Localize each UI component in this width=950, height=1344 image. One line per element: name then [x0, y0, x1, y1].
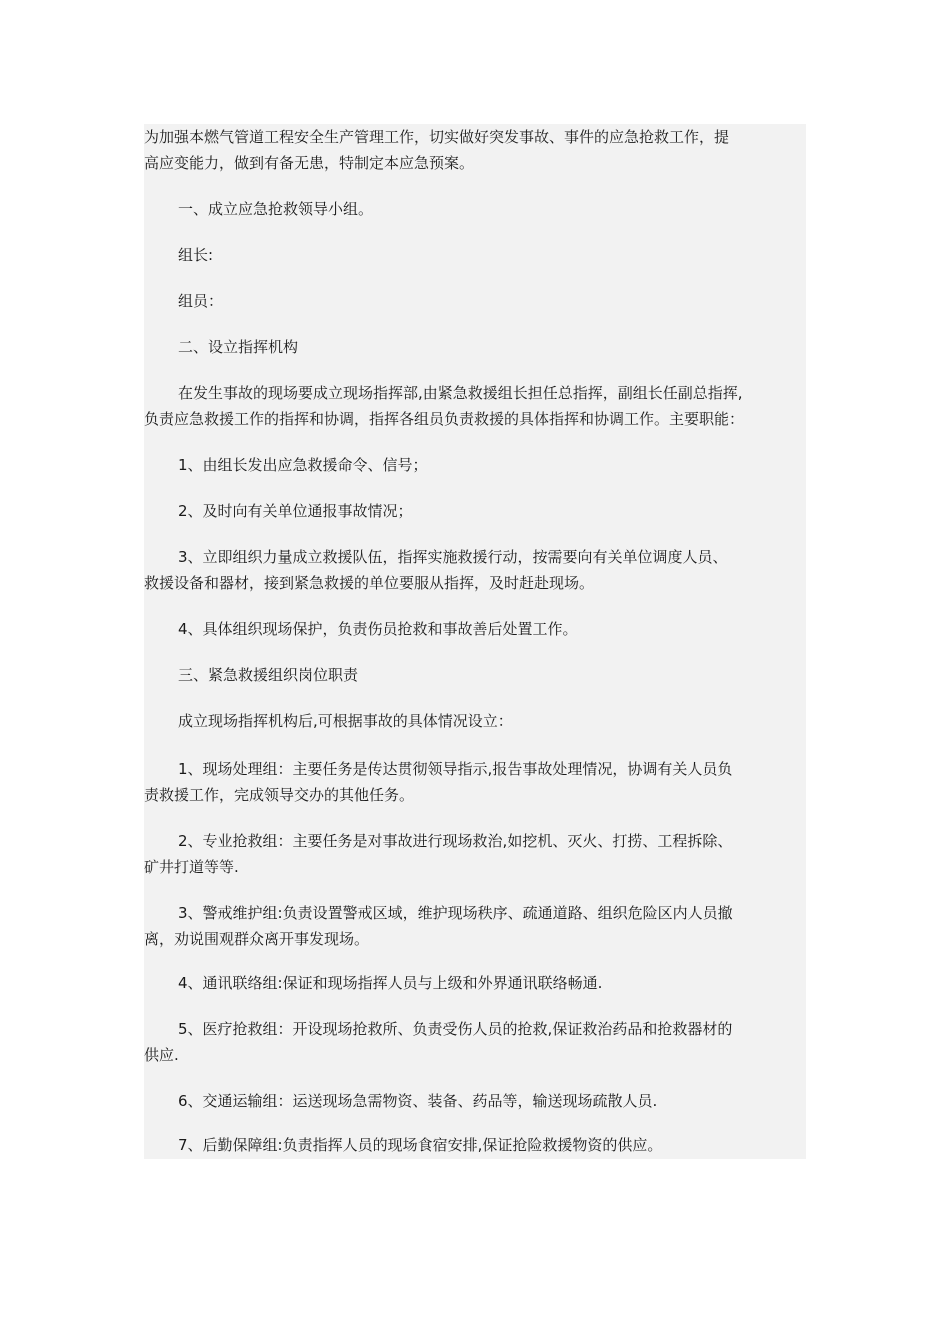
group2-line-1: 2、专业抢救组：主要任务是对事故进行现场救治,如挖机、灭火、打捞、工程拆除、 — [178, 832, 733, 850]
duty3-line-2: 救援设备和器材，接到紧急救援的单位要服从指挥，及时赶赴现场。 — [144, 574, 595, 592]
intro-paragraph — [144, 124, 806, 176]
group1-line-2: 责救援工作，完成领导交办的其他任务。 — [144, 786, 415, 804]
section2-heading: 二、设立指挥机构 — [178, 338, 299, 356]
section3-heading: 三、紧急救援组织岗位职责 — [178, 666, 359, 684]
section1-heading: 一、成立应急抢救领导小组。 — [178, 200, 374, 218]
group2-line-2: 矿井打道等等. — [144, 858, 239, 876]
leader-line: 组长: — [178, 246, 214, 264]
group5-line-2: 供应. — [144, 1046, 179, 1064]
command-line-1: 在发生事故的现场要成立现场指挥部,由紧急救援组长担任总指挥，副组长任副总指挥, — [178, 384, 743, 402]
group5-line-1: 5、医疗抢救组：开设现场抢救所、负责受伤人员的抢救,保证救治药品和抢救器材的 — [178, 1020, 733, 1038]
duty-item-2: 2、及时向有关单位通报事故情况； — [178, 502, 413, 520]
group-item-6: 6、交通运输组：运送现场急需物资、装备、药品等，输送现场疏散人员. — [178, 1092, 658, 1110]
group1-line-1: 1、现场处理组：主要任务是传达贯彻领导指示,报告事故处理情况，协调有关人员负 — [178, 760, 733, 778]
group-item-5 — [144, 1016, 806, 1068]
command-line-2: 负责应急救援工作的指挥和协调，指挥各组员负责救援的具体指挥和协调工作。主要职能： — [144, 410, 745, 428]
intro-line-2: 高应变能力，做到有备无患，特制定本应急预案。 — [144, 154, 475, 172]
group-item-2 — [144, 828, 806, 880]
duty3-line-1: 3、立即组织力量成立救援队伍，指挥实施救援行动，按需要向有关单位调度人员、 — [178, 548, 728, 566]
members-line: 组员： — [178, 292, 224, 310]
duty-item-1: 1、由组长发出应急救援命令、信号； — [178, 456, 428, 474]
group3-line-1: 3、警戒维护组:负责设置警戒区域，维护现场秩序、疏通道路、组织危险区内人员撤 — [178, 904, 733, 922]
intro-line-1: 为加强本燃气管道工程安全生产管理工作，切实做好突发事故、事件的应急抢救工作，提 — [144, 128, 730, 146]
group-item-1 — [144, 756, 806, 808]
group-item-7: 7、后勤保障组:负责指挥人员的现场食宿安排,保证抢险救援物资的供应。 — [178, 1136, 663, 1154]
command-paragraph — [144, 380, 806, 432]
group-item-4: 4、通讯联络组:保证和现场指挥人员与上级和外界通讯联络畅通. — [178, 974, 603, 992]
document-body — [144, 124, 806, 1159]
duty-item-4: 4、具体组织现场保护，负责伤员抢救和事故善后处置工作。 — [178, 620, 578, 638]
group3-line-2: 离，劝说围观群众离开事发现场。 — [144, 930, 370, 948]
duty-item-3 — [144, 544, 806, 596]
group-item-3 — [144, 900, 806, 952]
section3-intro: 成立现场指挥机构后,可根据事故的具体情况设立： — [178, 712, 513, 730]
